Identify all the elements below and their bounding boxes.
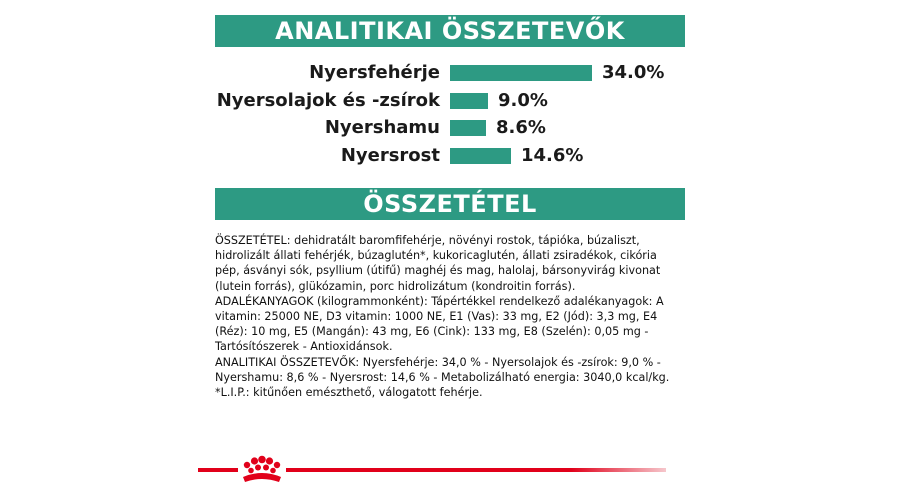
row-bar <box>450 148 511 164</box>
row-bar <box>450 120 486 136</box>
row-value: 8.6% <box>496 117 546 138</box>
row-label: Nyersolajok és -zsírok <box>216 90 440 111</box>
row-label: Nyersfehérje <box>309 62 440 83</box>
row-label: Nyersrost <box>340 145 440 166</box>
row-label: Nyershamu <box>324 117 440 138</box>
analytical-paragraph: ANALITIKAI ÖSSZETEVŐK: Nyersfehérje: 34,0 % - Nyersolajok és -zsírok: 9,0 % - Nyershamu: 8,6 % - Nyersrost: 14,6 % - Metabolizálható energia: 3040,0 kcal/kg. <box>215 355 670 384</box>
composition-header: ÖSSZETÉTEL <box>215 188 685 220</box>
analytical-row <box>215 61 685 85</box>
additives-paragraph: ADALÉKANYAGOK (kilogrammonként): Tápértékkel rendelkező adalékanyagok: A vitamin: 25000 NE, D3 vitamin: 1000 NE, E1 (Vas): 33 mg, E2 (Jód): 3,3 mg, E4 (Réz): 10 mg, E5 (Mangán): 43 mg, E6 (Cink): 133 mg, E8 (Szelén): 0,05 mg - Tartósítószerek - Antioxidánsok. <box>215 294 664 354</box>
lip-note: *L.I.P.: kitűnően emészthető, válogatott fehérje. <box>215 386 483 400</box>
row-value: 34.0% <box>602 62 665 83</box>
row-value: 14.6% <box>521 145 584 166</box>
royal-canin-crown-icon <box>238 455 286 485</box>
analytical-header: ANALITIKAI ÖSSZETEVŐK <box>215 15 685 47</box>
composition-text <box>215 233 685 400</box>
composition-paragraph: ÖSSZETÉTEL: dehidratált baromfifehérje, növényi rostok, tápióka, búzaliszt, hidrolizált állati fehérjék, búzaglutén*, kukoricaglutén, állati zsiradékok, cikória pép, ásványi sók, psyllium (útifű) maghéj és mag, halolaj, bársonyvirág kivonat (lutein forrás), glükózamin, porc hidrolizátum (kondroitin forrás). <box>215 234 661 293</box>
footer-line-left <box>198 468 238 472</box>
row-bar <box>450 65 592 81</box>
brand-footer <box>198 455 668 485</box>
analytical-row <box>215 144 685 168</box>
footer-line-right <box>286 468 666 472</box>
row-bar <box>450 93 488 109</box>
row-value: 9.0% <box>498 90 548 111</box>
analytical-row <box>215 89 685 113</box>
analytical-row <box>215 116 685 140</box>
